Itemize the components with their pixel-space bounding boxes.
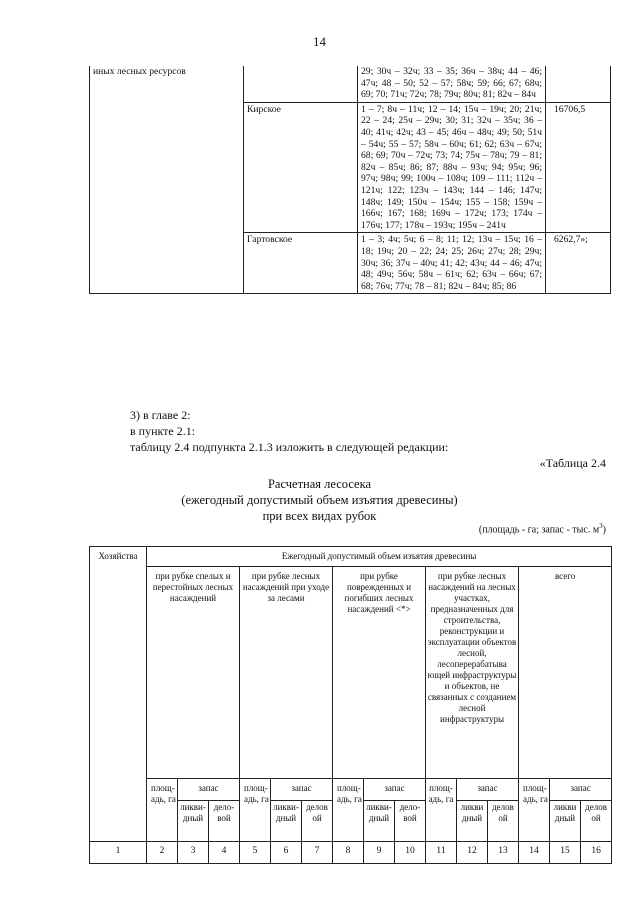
- column-numbers-row: [90, 842, 612, 864]
- table-subtitle: при всех видах рубок: [262, 509, 377, 523]
- column-number: 13: [488, 842, 519, 864]
- header-business: делов ой: [581, 801, 612, 842]
- header-stock: запас: [271, 779, 333, 801]
- quarters-cell: 1 – 7; 8ч – 11ч; 12 – 14; 15ч – 19ч; 20; 21ч; 22 – 24; 25ч – 29ч; 30; 31; 32ч – 35ч; 36 – 40; 41ч; 42ч; 43 – 45; 46ч – 48ч; 49; 50; 51ч – 54ч; 55 – 57; 58ч – 60ч; 61; 62; 63ч – 67ч; 68; 69; 70ч – 72ч; 73; 74; 75ч – 78ч; 79 – 81; 82ч – 85ч; 86; 87; 88ч – 93ч; 94; 95ч; 96; 97ч; 98ч; 99; 100ч – 108ч; 109 – 111; 112ч – 121ч; 122; 123ч – 143ч; 144 – 146; 147ч; 148ч; 149; 150ч – 154ч; 155 – 158; 159ч – 166ч; 167; 168; 169ч – 172ч; 173; 174ч – 176ч; 177; 178ч – 193ч; 195ч – 241ч: [358, 102, 546, 233]
- table-row: [90, 66, 611, 102]
- allowable-cut-table: [89, 546, 612, 864]
- column-number: 12: [457, 842, 488, 864]
- header-business: дело-вой: [209, 801, 240, 842]
- quarters-cell: 1 – 3; 4ч; 5ч; 6 – 8; 11; 12; 13ч – 15ч; 16 – 18; 19ч; 20 – 22; 24; 25; 26ч; 27ч; 28; 29ч; 30ч; 36; 37ч – 40ч; 41; 42; 43ч; 44 – 46; 47ч; 48; 49ч; 56ч; 58ч – 61ч; 62; 63ч – 66ч; 67; 68; 76ч; 77ч; 78 – 81; 82ч – 84ч; 85; 86: [358, 233, 546, 294]
- area-cell: 16706,5: [546, 102, 611, 233]
- header-liquid: ликви дный: [457, 801, 488, 842]
- page-number: 14: [313, 34, 326, 49]
- area-cell: [546, 66, 611, 102]
- forestry-cell: [244, 66, 358, 102]
- column-number: 16: [581, 842, 612, 864]
- area-cell: 6262,7»;: [546, 233, 611, 294]
- forestry-cell: Кирское: [244, 102, 358, 233]
- column-number: 4: [209, 842, 240, 864]
- column-number: 1: [90, 842, 147, 864]
- header-liquid: ликви-дный: [271, 801, 302, 842]
- header-stock: запас: [364, 779, 426, 801]
- table-row: [90, 102, 611, 233]
- header-main: Ежегодный допустимый объем изъятия древесины: [147, 547, 612, 567]
- forestry-cell: Гартовское: [244, 233, 358, 294]
- forest-quarters-table: [89, 66, 611, 294]
- units-note: (площадь - га; запас - тыс. $м^3$): [478, 522, 606, 536]
- header-liquid: ликви дный: [550, 801, 581, 842]
- header-stock: запас: [550, 779, 612, 801]
- table-subtitle: (ежегодный допустимый объем изъятия древесины): [181, 493, 458, 507]
- table-caption: «Таблица 2.4: [539, 456, 606, 470]
- table-row: [90, 233, 611, 294]
- column-number: 11: [426, 842, 457, 864]
- column-number: 10: [395, 842, 426, 864]
- header-category: всего: [519, 567, 612, 779]
- column-number: 7: [302, 842, 333, 864]
- header-category: при рубке лесных насаждений при уходе за лесами: [240, 567, 333, 779]
- header-farms: Хозяйства: [90, 547, 147, 842]
- amendment-paragraph: 3) в главе 2:: [130, 408, 191, 422]
- header-business: дело-вой: [395, 801, 426, 842]
- header-area: площ-адь, га: [519, 779, 550, 842]
- category-cell: иных лесных ресурсов: [90, 66, 244, 102]
- header-category: при рубке поврежденных и погибших лесных насаждений <*>: [333, 567, 426, 779]
- column-number: 9: [364, 842, 395, 864]
- column-number: 15: [550, 842, 581, 864]
- header-area: площ-адь, га: [333, 779, 364, 842]
- header-liquid: ликви-дный: [364, 801, 395, 842]
- column-number: 2: [147, 842, 178, 864]
- header-area: площ-адь, га: [240, 779, 271, 842]
- header-business: делов ой: [488, 801, 519, 842]
- column-number: 8: [333, 842, 364, 864]
- column-number: 3: [178, 842, 209, 864]
- header-category: при рубке спелых и перестойных лесных насаждений: [147, 567, 240, 779]
- header-category: при рубке лесных насаждений на лесных участках, предназначенных для строительства, реконструкции и эксплуатации объектов лесной, лесоперерабатыва ющей инфраструктуры и объектов, не связанных с созданием лесной инфраструктуры: [426, 567, 519, 779]
- category-cell: [90, 102, 244, 233]
- header-area: площ-адь, га: [426, 779, 457, 842]
- quarters-cell: 29; 30ч – 32ч; 33 – 35; 36ч – 38ч; 44 – 46; 47ч; 48 – 50; 52 – 57; 58ч; 59; 66; 67; 68ч; 69; 70; 71ч; 72ч; 78; 79ч; 80ч; 81; 82ч – 84ч: [358, 66, 546, 102]
- header-stock: запас: [457, 779, 519, 801]
- column-number: 5: [240, 842, 271, 864]
- column-number: 14: [519, 842, 550, 864]
- amendment-paragraph: таблицу 2.4 подпункта 2.1.3 изложить в следующей редакции:: [130, 440, 449, 454]
- table-title: Расчетная лесосека: [267, 477, 372, 491]
- header-business: делов ой: [302, 801, 333, 842]
- amendment-paragraph: в пункте 2.1:: [130, 424, 196, 438]
- header-liquid: ликви-дный: [178, 801, 209, 842]
- header-area: площ-адь, га: [147, 779, 178, 842]
- category-cell: [90, 233, 244, 294]
- header-stock: запас: [178, 779, 240, 801]
- column-number: 6: [271, 842, 302, 864]
